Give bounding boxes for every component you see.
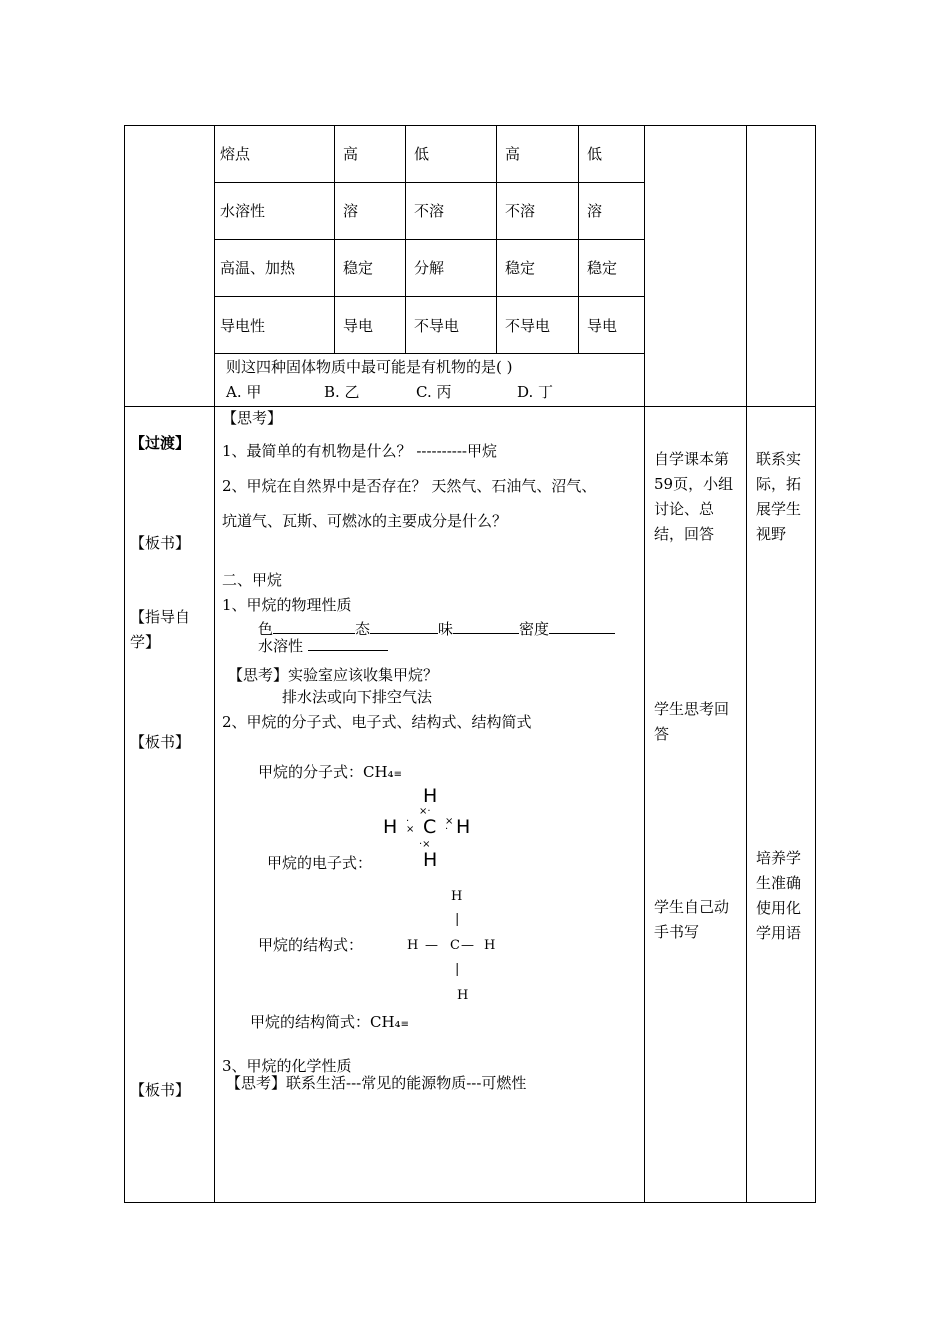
struct-h-bottom: H — [457, 988, 469, 1003]
option-c: C. 丙 — [416, 383, 452, 401]
label-transition: 【过渡】 — [130, 434, 191, 452]
molecular-eq: ≡ — [393, 769, 402, 780]
intent-7: 使用化 — [756, 899, 802, 917]
label-board-2: 【板书】 — [130, 733, 191, 751]
fill-line-2 — [258, 636, 388, 654]
student-3: 讨论、总 — [654, 500, 715, 518]
blank-solubility[interactable] — [308, 636, 388, 651]
border-left — [124, 125, 125, 1203]
blank-color[interactable] — [273, 619, 355, 634]
question-1: 1、最简单的有机物是什么？ ----------甲烷 — [222, 442, 497, 460]
prop-name-conductivity: 导电性 — [220, 317, 266, 335]
molecular-formula-line — [258, 765, 402, 780]
prop-cell: 稳定 — [343, 259, 374, 277]
student-6: 答 — [654, 725, 670, 743]
label-board-1: 【板书】 — [130, 534, 191, 552]
inner-col-line — [405, 125, 406, 354]
think-life: 【思考】联系生活---常见的能源物质---可燃性 — [226, 1074, 527, 1092]
prop-cell: 低 — [587, 145, 603, 163]
electron-pair-left: · × — [406, 816, 415, 835]
electron-h-right: H — [456, 816, 471, 838]
struct-h-top: H — [451, 889, 463, 904]
inner-row-line — [214, 182, 645, 183]
struct-h-left: H — [407, 938, 419, 953]
blank-smell[interactable] — [453, 619, 519, 634]
fill-density-label: 密度 — [519, 620, 550, 638]
prop-cell: 低 — [414, 145, 430, 163]
prop-name-solubility: 水溶性 — [220, 202, 266, 220]
struct-bond-right: — — [461, 938, 474, 953]
border-bottom — [124, 1202, 816, 1203]
label-guide-1: 【指导自 — [130, 608, 191, 626]
col-divider-2 — [644, 125, 645, 1203]
option-a: A. 甲 — [226, 383, 262, 401]
fill-color-label: 色 — [258, 620, 274, 638]
electron-c-center: C — [423, 816, 437, 838]
prop-cell: 不溶 — [414, 202, 445, 220]
prop-cell: 稳定 — [505, 259, 536, 277]
prop-cell: 不导电 — [505, 317, 551, 335]
electron-h-bottom: H — [423, 849, 438, 871]
think-collect: 【思考】实验室应该收集甲烷？ — [228, 666, 439, 684]
electron-pair-right: × · — [445, 816, 454, 835]
fill-solubility-label: 水溶性 — [258, 637, 304, 655]
student-2: 59页，小组 — [654, 475, 734, 493]
inner-row-line — [214, 353, 645, 354]
border-top — [124, 125, 816, 126]
electron-pair-bottom: ·× — [419, 839, 431, 850]
question-2b: 坑道气、瓦斯、可燃冰的主要成分是什么？ — [222, 512, 508, 530]
electron-h-left: H — [383, 816, 398, 838]
label-guide-2: 学】 — [130, 633, 161, 651]
inner-row-line — [214, 296, 645, 297]
prop-cell: 稳定 — [587, 259, 618, 277]
structural-formula-label: 甲烷的结构式： — [258, 936, 364, 954]
inner-col-line — [578, 125, 579, 354]
intent-4: 视野 — [756, 525, 787, 543]
option-d: D. 丁 — [517, 383, 554, 401]
question: 则这四种固体物质中最可能是有机物的是( ) — [226, 358, 513, 376]
option-b: B. 乙 — [324, 383, 360, 401]
border-right — [815, 125, 816, 1203]
chemical-properties: 3、甲烷的化学性质 — [222, 1057, 352, 1075]
fill-state-label: 态 — [355, 620, 371, 638]
molecular-formula: 甲烷的分子式：CH₄ — [258, 763, 394, 781]
fill-line-1 — [258, 619, 615, 637]
section-methane: 二、甲烷 — [222, 571, 283, 589]
think-heading: 【思考】 — [222, 409, 283, 427]
blank-density[interactable] — [549, 619, 615, 634]
label-board-3: 【板书】 — [130, 1081, 191, 1099]
intent-1: 联系实 — [756, 450, 802, 468]
prop-cell: 高 — [343, 145, 359, 163]
prop-cell: 不导电 — [414, 317, 460, 335]
student-8: 手书写 — [654, 923, 700, 941]
fill-smell-label: 味 — [438, 620, 454, 638]
prop-cell: 溶 — [587, 202, 603, 220]
prop-name-melting: 熔点 — [220, 145, 251, 163]
condensed-formula-line — [250, 1015, 409, 1030]
condensed-eq: ≡ — [400, 1019, 409, 1030]
inner-col-line — [334, 125, 335, 354]
prop-name-heating: 高温、加热 — [220, 259, 296, 277]
struct-c: C — [450, 938, 460, 953]
electron-pair-top: ×· — [419, 806, 431, 817]
intent-8: 学用语 — [756, 924, 802, 942]
inner-row-line — [214, 239, 645, 240]
physical-properties: 1、甲烷的物理性质 — [222, 596, 352, 614]
electron-formula-label: 甲烷的电子式： — [267, 854, 373, 872]
question-2a: 2、甲烷在自然界中是否存在？ 天然气、石油气、沼气、 — [222, 477, 597, 495]
struct-bond-left: — — [425, 938, 438, 953]
col-divider-3 — [746, 125, 747, 1203]
think-collect-answer: 排水法或向下排空气法 — [282, 688, 433, 706]
border-mid — [124, 406, 816, 407]
student-7: 学生自己动 — [654, 898, 730, 916]
prop-cell: 溶 — [343, 202, 359, 220]
electron-h-top: H — [423, 785, 438, 807]
inner-col-line — [496, 125, 497, 354]
col-divider-1 — [214, 125, 215, 1203]
struct-bond-bottom: | — [455, 962, 460, 977]
prop-cell: 不溶 — [505, 202, 536, 220]
formulas-heading: 2、甲烷的分子式、电子式、结构式、结构简式 — [222, 713, 532, 731]
student-1: 自学课本第 — [654, 450, 730, 468]
student-5: 学生思考回 — [654, 700, 730, 718]
intent-2: 际，拓 — [756, 475, 802, 493]
intent-5: 培养学 — [756, 849, 802, 867]
prop-cell: 分解 — [414, 259, 445, 277]
intent-6: 生准确 — [756, 874, 802, 892]
prop-cell: 高 — [505, 145, 521, 163]
prop-cell: 导电 — [343, 317, 374, 335]
struct-h-right: H — [484, 938, 496, 953]
student-4: 结，回答 — [654, 525, 715, 543]
intent-3: 展学生 — [756, 500, 802, 518]
prop-cell: 导电 — [587, 317, 618, 335]
struct-bond-top: | — [455, 912, 460, 927]
condensed-formula: 甲烷的结构简式：CH₄ — [250, 1013, 401, 1031]
blank-state[interactable] — [370, 619, 438, 634]
